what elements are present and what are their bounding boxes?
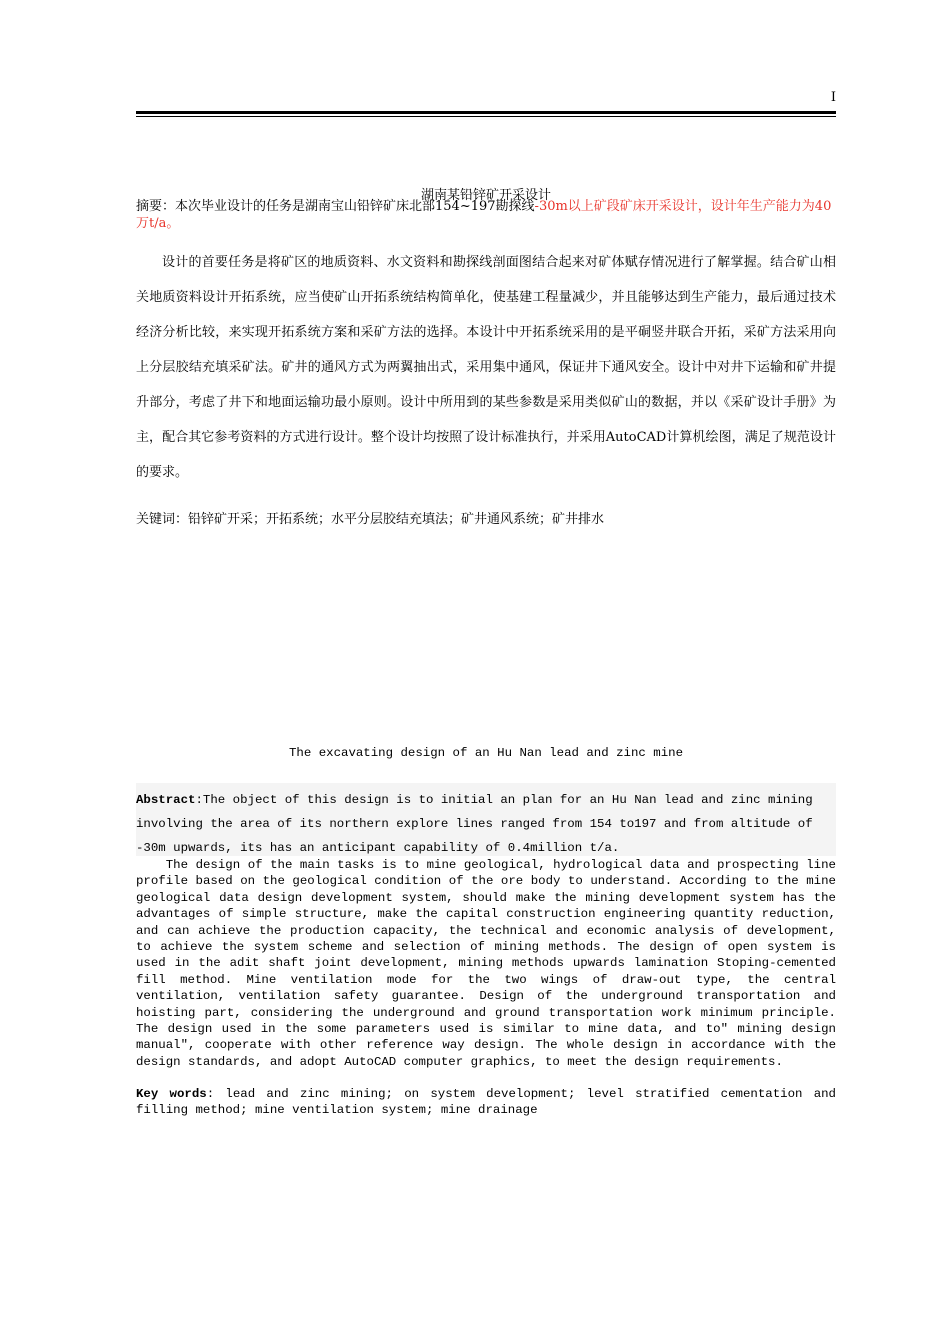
chinese-keywords [136,508,836,527]
english-title: The excavating design of an Hu Nan lead and zinc mine [288,746,684,760]
chinese-body-paragraph: 设计的首要任务是将矿区的地质资料、水文资料和勘探线剖面图结合起来对矿体赋存情况进行了解掌握。结合矿山相关地质资料设计开拓系统，应当使矿山开拓系统结构简单化，使基建工程量减少，并且能够达到生产能力，最后通过技术经济分析比较，来实现开拓系统方案和采矿方法的选择。本设计中开拓系统采用的是平硐竖井联合开拓，采矿方法采用向上分层胶结充填采矿法。矿井的通风方式为两翼抽出式，采用集中通风，保证井下通风安全。设计中对井下运输和矿井提升部分，考虑了井下和地面运输功最小原则。设计中所用到的某些参数是采用类似矿山的数据，并以《采矿设计手册》为主，配合其它参考资料的方式进行设计。整个设计均按照了设计标准执行，并采用AutoCAD计算机绘图，满足了规范设计的要求。 [136,255,836,480]
english-body-paragraph: The design of the main tasks is to mine geological, hydrological data and prospecting line profile based on the geological condition of the ore body to understand. According to the mine geological data design development system, should make the mining development system has the advantages of simple structure, make the capital construction engineering quantity reduction, and can achieve the production capacity, the technical and economic analysis of development, to achieve the system scheme and selection of mining methods. The design of open system is used in the adit shaft joint development, mining methods upwards lamination Stoping-cemented fill method. Mine ventilation mode for the two wings of draw-out type, the central ventilation, ventilation safety guarantee. Design of the underground transportation and hoisting part, considering the underground and ground transportation work minimum principle. The design used in the some parameters used is similar to mine data, and to" mining design manual", cooperate with other reference way design. The whole design in accordance with the design standards, and adopt AutoCAD computer graphics, to meet the design requirements. [136,858,836,1069]
english-keywords [136,1086,836,1119]
chinese-keywords-text: 铅锌矿开采；开拓系统；水平分层胶结充填法；矿井通风系统；矿井排水 [188,512,605,527]
header-rule-thin [136,116,836,117]
chinese-title: 湖南某铅锌矿开采设计 [420,188,551,203]
chinese-abstract-label: 摘要： [136,199,176,214]
english-keywords-label: Key words [136,1087,207,1101]
page-number: I [830,90,836,105]
chinese-abstract [136,199,836,232]
chinese-keywords-label: 关键词： [136,512,189,527]
english-abstract-text: :The object of this design is to initial an plan for an Hu Nan lead and zinc mining involving the area of its northern explore lines ranged from 154 to197 and from altitude of -30m upwards, its has an anticipant capability of 0.4million t/a. [136,793,813,855]
english-keywords-text: : lead and zinc mining; on system development; level stratified cementation and filling method; mine ventilation system; mine drainage [136,1087,836,1118]
english-abstract [136,783,836,856]
english-abstract-label: Abstract [136,793,196,807]
chinese-abstract-highlight: -30m以上矿段矿床开采设计，设计年生产能力为40万t/a。 [136,199,832,231]
chinese-abstract-lead: 本次毕业设计的任务是湖南宝山铅锌矿床北部154~197勘探线 [175,199,535,214]
header-rule-thick [136,111,836,114]
